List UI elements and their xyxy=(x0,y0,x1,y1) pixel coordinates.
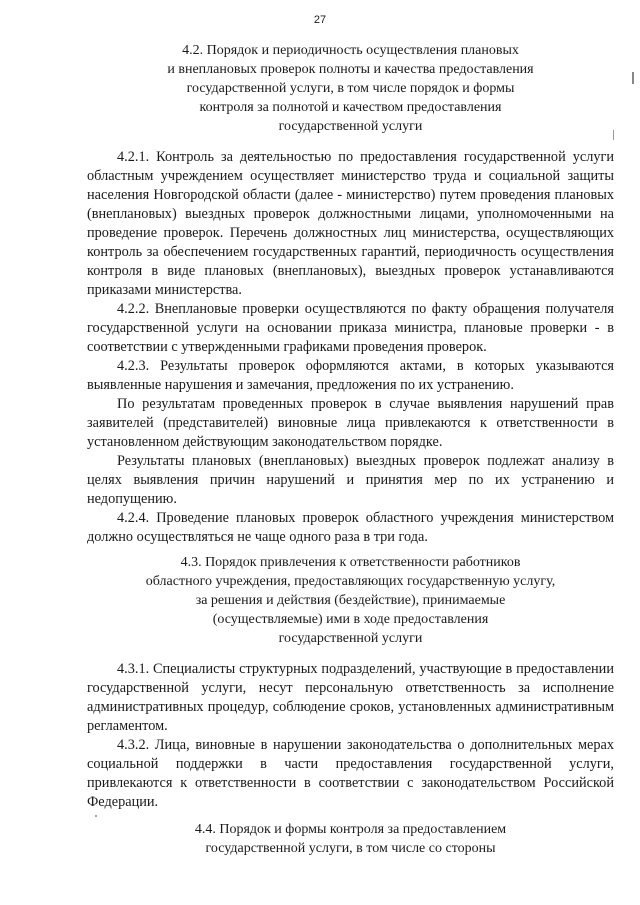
heading-line: 4.4. Порядок и формы контроля за предоставлением xyxy=(194,822,507,837)
paragraph-results-analysis: Результаты плановых (внеплановых) выездных проверок подлежат анализу в целях выявления причин нарушений и принятия мер по их устранению и недопущению. xyxy=(87,453,614,507)
section-4-3-body xyxy=(87,660,614,812)
heading-line: государственной услуги xyxy=(278,119,423,134)
section-4-2-body xyxy=(87,148,614,547)
paragraph-4-2-4: 4.2.4. Проведение плановых проверок областного учреждения министерством должно осуществляться не чаще одного раза в три года. xyxy=(87,510,614,545)
heading-line: за решения и действия (бездействие), принимаемые xyxy=(195,593,506,608)
heading-line: областного учреждения, предоставляющих государственную услугу, xyxy=(145,574,556,589)
heading-line: и внеплановых проверок полноты и качества предоставления xyxy=(167,62,534,77)
paragraph-4-2-1: 4.2.1. Контроль за деятельностью по предоставления государственной услуги областным учреждением осуществляет министерство труда и социальной защиты населения Новгородской области (далее - министерство) путем проведения плановых (внеплановых) выездных проверок должностными лицами, уполномоченными на проведение проверок. Перечень должностных лиц министерства, осуществляющих контроль за обеспечением государственных гарантий, периодичность осуществления контроля в виде плановых (внеплановых), выездных проверок устанавливаются приказами министерства. xyxy=(87,149,614,298)
paragraph-4-3-2: 4.3.2. Лица, виновные в нарушении законодательства о дополнительных мерах социальной поддержки в части предоставления государственной услуги, привлекаются к ответственности в соответствии с законодательством Российской Федерации. xyxy=(87,737,614,810)
heading-line: (осуществляемые) ими в ходе предоставления xyxy=(212,612,489,627)
paragraph-4-2-2: 4.2.2. Внеплановые проверки осуществляются по факту обращения получателя государственной услуги на основании приказа министра, плановые проверки - в соответствии с утвержденными графиками проведения проверок. xyxy=(87,301,614,355)
page-number: 27 xyxy=(313,14,327,26)
section-4-2-heading xyxy=(87,41,614,136)
section-4-3-heading xyxy=(87,553,614,648)
heading-line: государственной услуги, в том числе порядок и формы xyxy=(186,81,515,96)
section-4-4-heading xyxy=(87,820,614,858)
heading-line: 4.3. Порядок привлечения к ответственности работников xyxy=(180,555,521,570)
heading-line: контроля за полнотой и качеством предоставления xyxy=(199,100,502,115)
heading-line: государственной услуги xyxy=(278,631,423,646)
paragraph-4-3-1: 4.3.1. Специалисты структурных подразделений, участвующие в предоставлении государственной услуги, несут персональную ответственность за исполнение административных процедур, соблюдение сроков, установленных административным регламентом. xyxy=(87,661,614,734)
scan-dot-mark xyxy=(95,815,97,817)
paragraph-4-2-3: 4.2.3. Результаты проверок оформляются актами, в которых указываются выявленные нарушения и замечания, предложения по их устранению. xyxy=(87,358,614,393)
heading-line: 4.2. Порядок и периодичность осуществления плановых xyxy=(182,43,519,58)
heading-line: государственной услуги, в том числе со стороны xyxy=(205,841,496,856)
paragraph-violations: По результатам проведенных проверок в случае выявления нарушений прав заявителей (представителей) виновные лица привлекаются к ответственности в установленном действующим законодательством порядке. xyxy=(87,396,614,450)
scan-edge-mark xyxy=(632,72,634,84)
